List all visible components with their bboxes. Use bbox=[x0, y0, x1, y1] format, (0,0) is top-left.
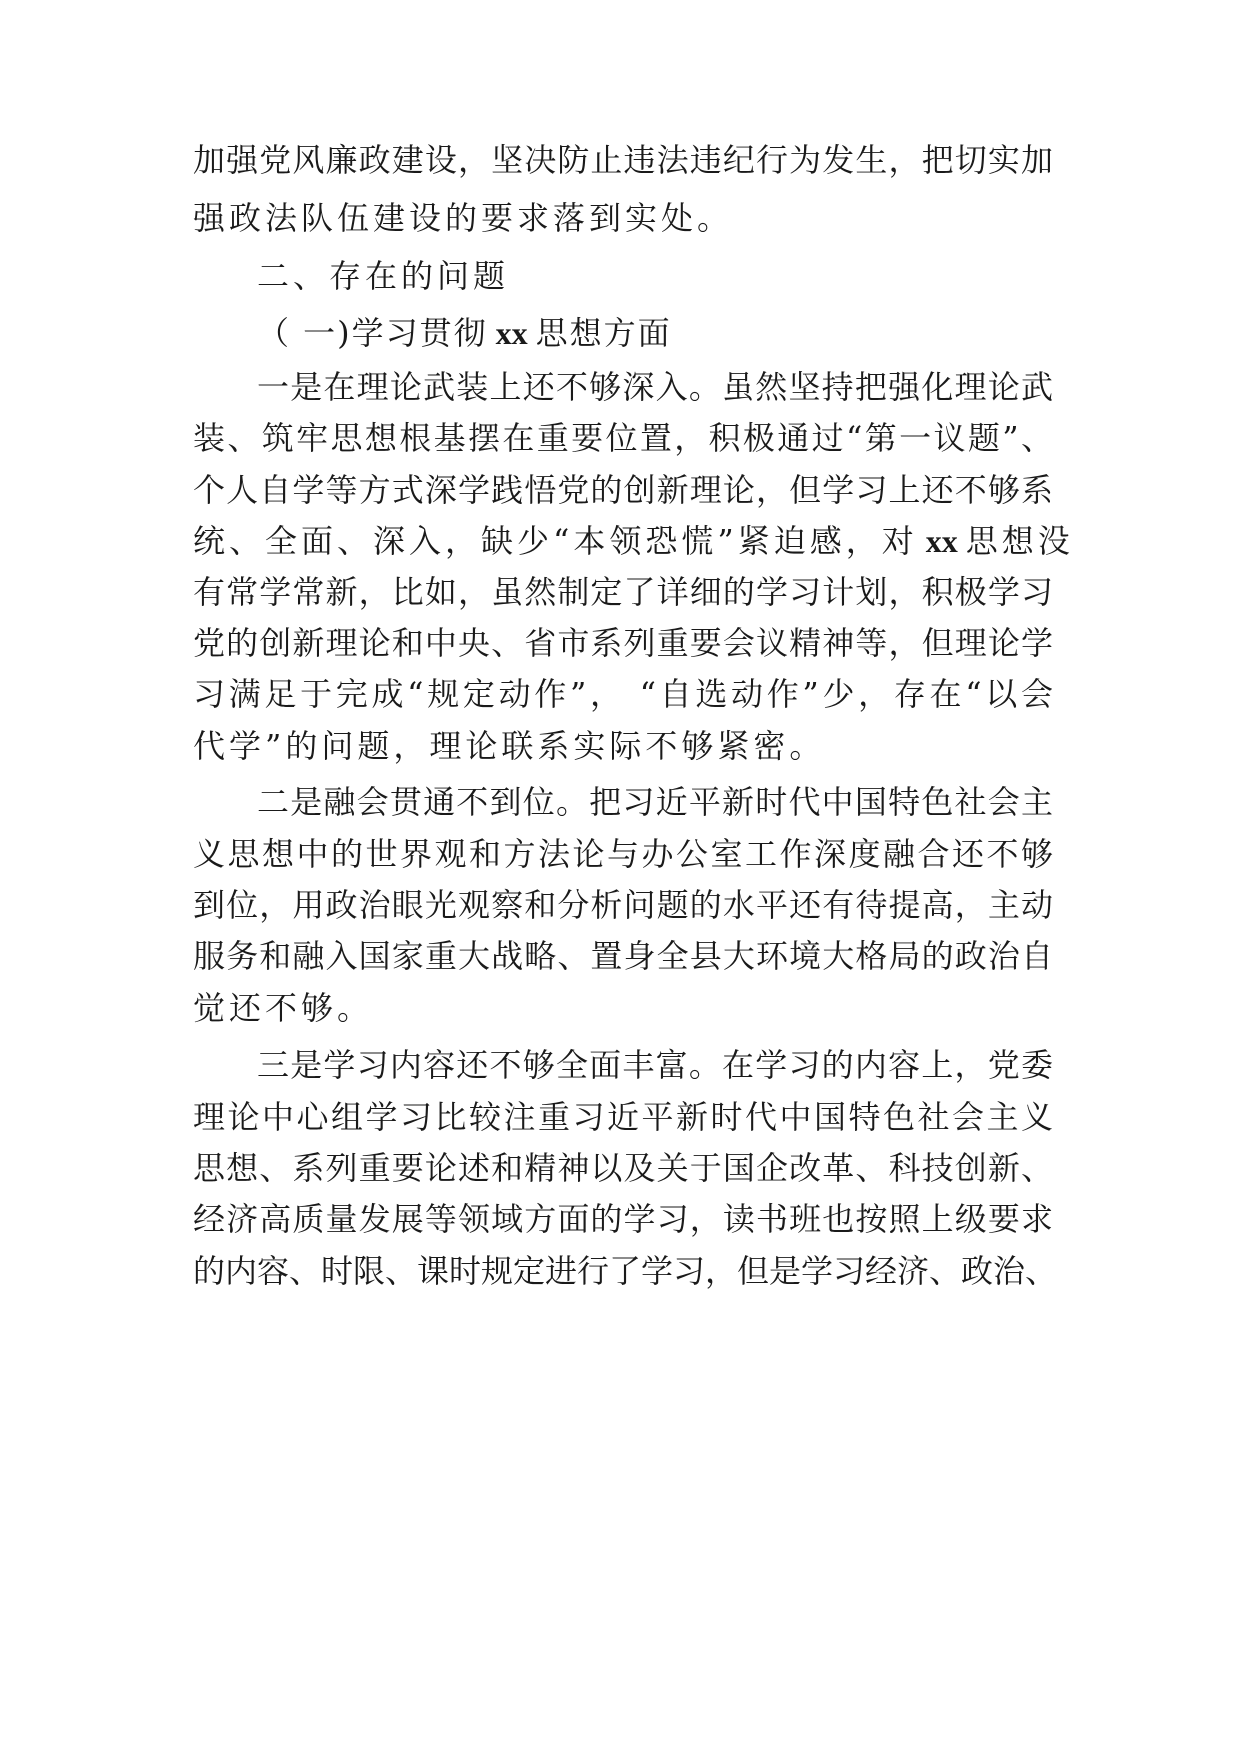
paragraph-line: 个人自学等方式深学践悟党的创新理论，但学习上还不够系 bbox=[193, 471, 1053, 509]
paragraph-line: 有常学常新，比如，虽然制定了详细的学习计划，积极学习 bbox=[193, 573, 1053, 611]
subsection-heading-suffix: 思想方面 bbox=[535, 314, 672, 352]
paragraph-line: 理论中心组学习比较注重习近平新时代中国特色社会主义 bbox=[193, 1098, 1053, 1136]
placeholder-xx: xx bbox=[495, 315, 528, 351]
paragraph-line: 思想、系列重要论述和精神以及关于国企改革、科技创新、 bbox=[193, 1149, 1053, 1187]
section-heading: 二、存在的问题 bbox=[257, 257, 510, 295]
paragraph-line: 一是在理论武装上还不够深入。虽然坚持把强化理论武 bbox=[257, 368, 1053, 406]
paragraph-line: 经济高质量发展等领域方面的学习，读书班也按照上级要求 bbox=[193, 1200, 1053, 1238]
paragraph-line: 加强党风廉政建设，坚决防止违法违纪行为发生，把切实加 bbox=[193, 141, 1053, 179]
paragraph-line: 三是学习内容还不够全面丰富。在学习的内容上，党委 bbox=[257, 1046, 1053, 1084]
paragraph-line: 到位，用政治眼光观察和分析问题的水平还有待提高，主动 bbox=[193, 886, 1053, 924]
paragraph-line: 的内容、时限、课时规定进行了学习，但是学习经济、政治、 bbox=[193, 1252, 1058, 1290]
paragraph-line: 代学”的问题，理论联系实际不够紧密。 bbox=[193, 727, 826, 765]
line-segment: 统、全面、深入，缺少“本领恐慌”紧迫感，对 bbox=[193, 522, 918, 560]
paragraph-line: 义思想中的世界观和方法论与办公室工作深度融合还不够 bbox=[193, 835, 1053, 873]
subsection-heading bbox=[257, 307, 1117, 359]
paragraph-line: 二是融会贯通不到位。把习近平新时代中国特色社会主 bbox=[257, 783, 1053, 821]
paragraph-line: 服务和融入国家重大战略、置身全县大环境大格局的政治自 bbox=[193, 937, 1053, 975]
paragraph-line: 装、筑牢思想根基摆在重要位置，积极通过“第一议题”、 bbox=[193, 419, 1053, 457]
paragraph-line: 习满足于完成“规定动作”， “自选动作”少，存在“以会 bbox=[193, 675, 1053, 713]
paragraph-line: 觉还不够。 bbox=[193, 989, 374, 1027]
paragraph-line: 强政法队伍建设的要求落到实处。 bbox=[193, 199, 734, 237]
line-segment: 思想没 bbox=[965, 522, 1074, 560]
paragraph-line bbox=[193, 515, 1074, 567]
paragraph-line: 党的创新理论和中央、省市系列重要会议精神等，但理论学 bbox=[193, 624, 1053, 662]
placeholder-xx: xx bbox=[925, 523, 958, 559]
subsection-heading-prefix: （ 一)学习贯彻 bbox=[257, 314, 488, 352]
